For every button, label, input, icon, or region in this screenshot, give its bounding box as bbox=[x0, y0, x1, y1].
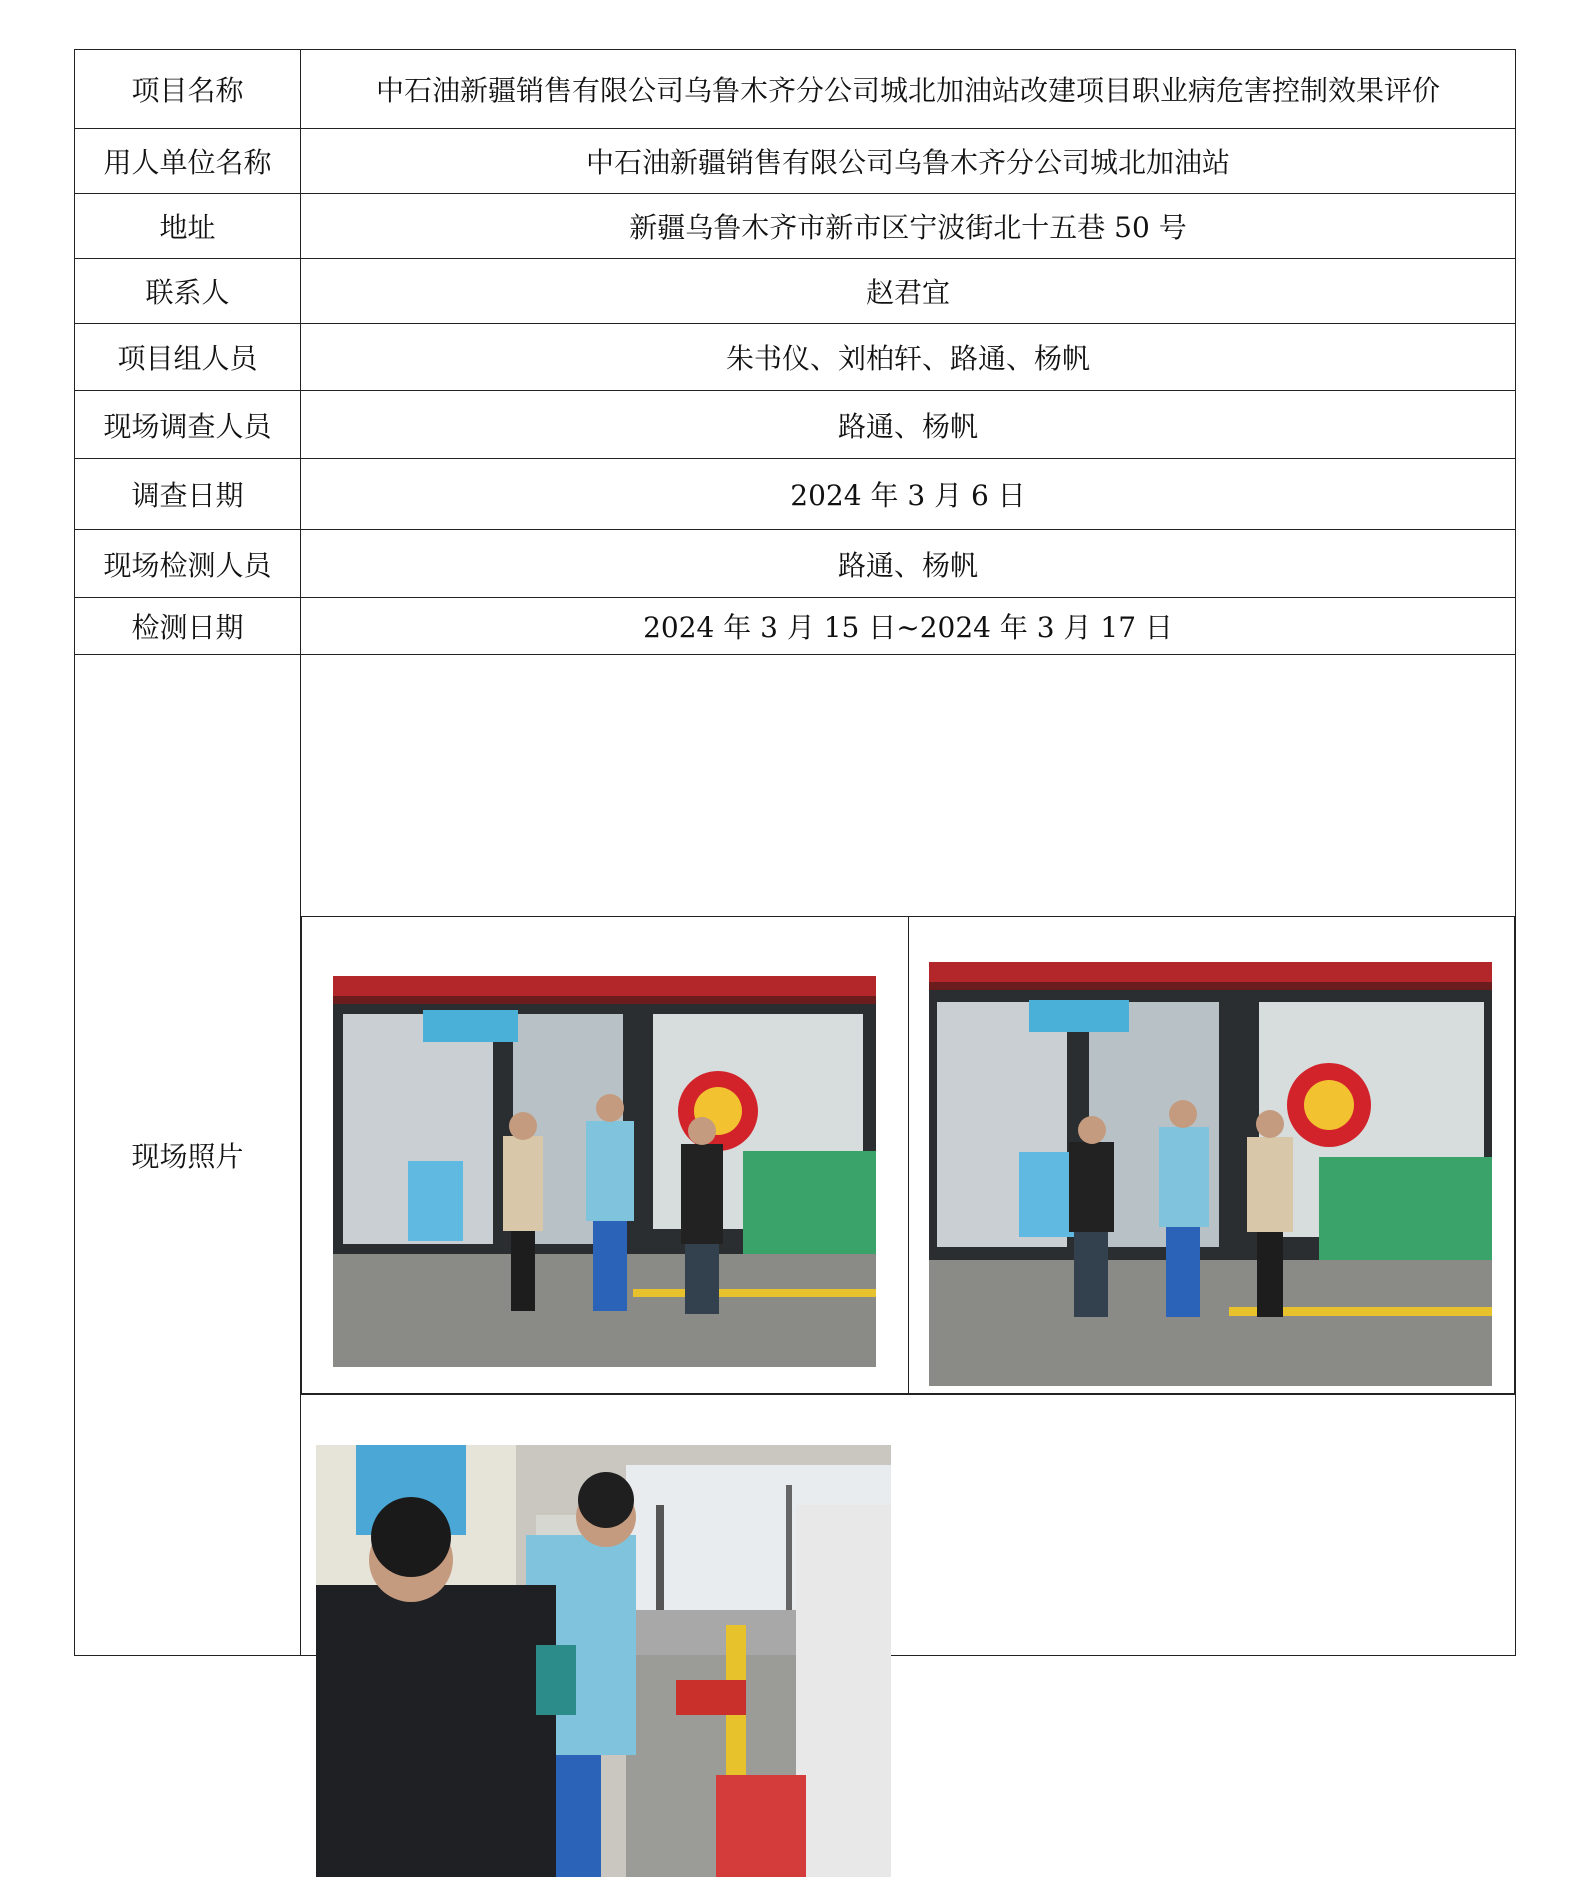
info-table bbox=[74, 49, 1516, 1656]
label-photos: 现场照片 bbox=[75, 655, 301, 1656]
photo-cell-2 bbox=[908, 916, 1515, 1393]
photos-cell bbox=[301, 655, 1516, 1656]
row-project-team bbox=[75, 324, 1516, 391]
photo-cell-1 bbox=[302, 916, 909, 1393]
value-survey-date: 2024 年 3 月 6 日 bbox=[301, 459, 1516, 530]
row-test-date bbox=[75, 598, 1516, 655]
row-address bbox=[75, 194, 1516, 259]
label-survey-date: 调查日期 bbox=[75, 459, 301, 530]
label-test-date: 检测日期 bbox=[75, 598, 301, 655]
label-project-name: 项目名称 bbox=[75, 50, 301, 129]
row-test-staff bbox=[75, 530, 1516, 598]
value-test-staff: 路通、杨帆 bbox=[301, 530, 1516, 598]
label-project-team: 项目组人员 bbox=[75, 324, 301, 391]
label-address: 地址 bbox=[75, 194, 301, 259]
photo-cell-empty bbox=[908, 1393, 1515, 1394]
document-page bbox=[74, 49, 1515, 1656]
value-test-date: 2024 年 3 月 15 日~2024 年 3 月 17 日 bbox=[301, 598, 1516, 655]
site-photo-2 bbox=[929, 962, 1492, 1386]
row-contact bbox=[75, 259, 1516, 324]
photo-cell-3 bbox=[302, 1393, 909, 1394]
label-survey-staff: 现场调查人员 bbox=[75, 391, 301, 459]
site-photo-1 bbox=[333, 976, 876, 1367]
value-contact: 赵君宜 bbox=[301, 259, 1516, 324]
row-survey-date bbox=[75, 459, 1516, 530]
value-address: 新疆乌鲁木齐市新市区宁波街北十五巷 50 号 bbox=[301, 194, 1516, 259]
value-project-team: 朱书仪、刘柏轩、路通、杨帆 bbox=[301, 324, 1516, 391]
value-project-name: 中石油新疆销售有限公司乌鲁木齐分公司城北加油站改建项目职业病危害控制效果评价 bbox=[301, 50, 1516, 129]
label-test-staff: 现场检测人员 bbox=[75, 530, 301, 598]
label-employer-name: 用人单位名称 bbox=[75, 129, 301, 194]
value-survey-staff: 路通、杨帆 bbox=[301, 391, 1516, 459]
row-employer-name bbox=[75, 129, 1516, 194]
row-photos bbox=[75, 655, 1516, 1656]
site-photo-3 bbox=[316, 1445, 891, 1877]
label-contact: 联系人 bbox=[75, 259, 301, 324]
row-survey-staff bbox=[75, 391, 1516, 459]
value-employer-name: 中石油新疆销售有限公司乌鲁木齐分公司城北加油站 bbox=[301, 129, 1516, 194]
photo-grid bbox=[301, 916, 1515, 1395]
row-project-name bbox=[75, 50, 1516, 129]
